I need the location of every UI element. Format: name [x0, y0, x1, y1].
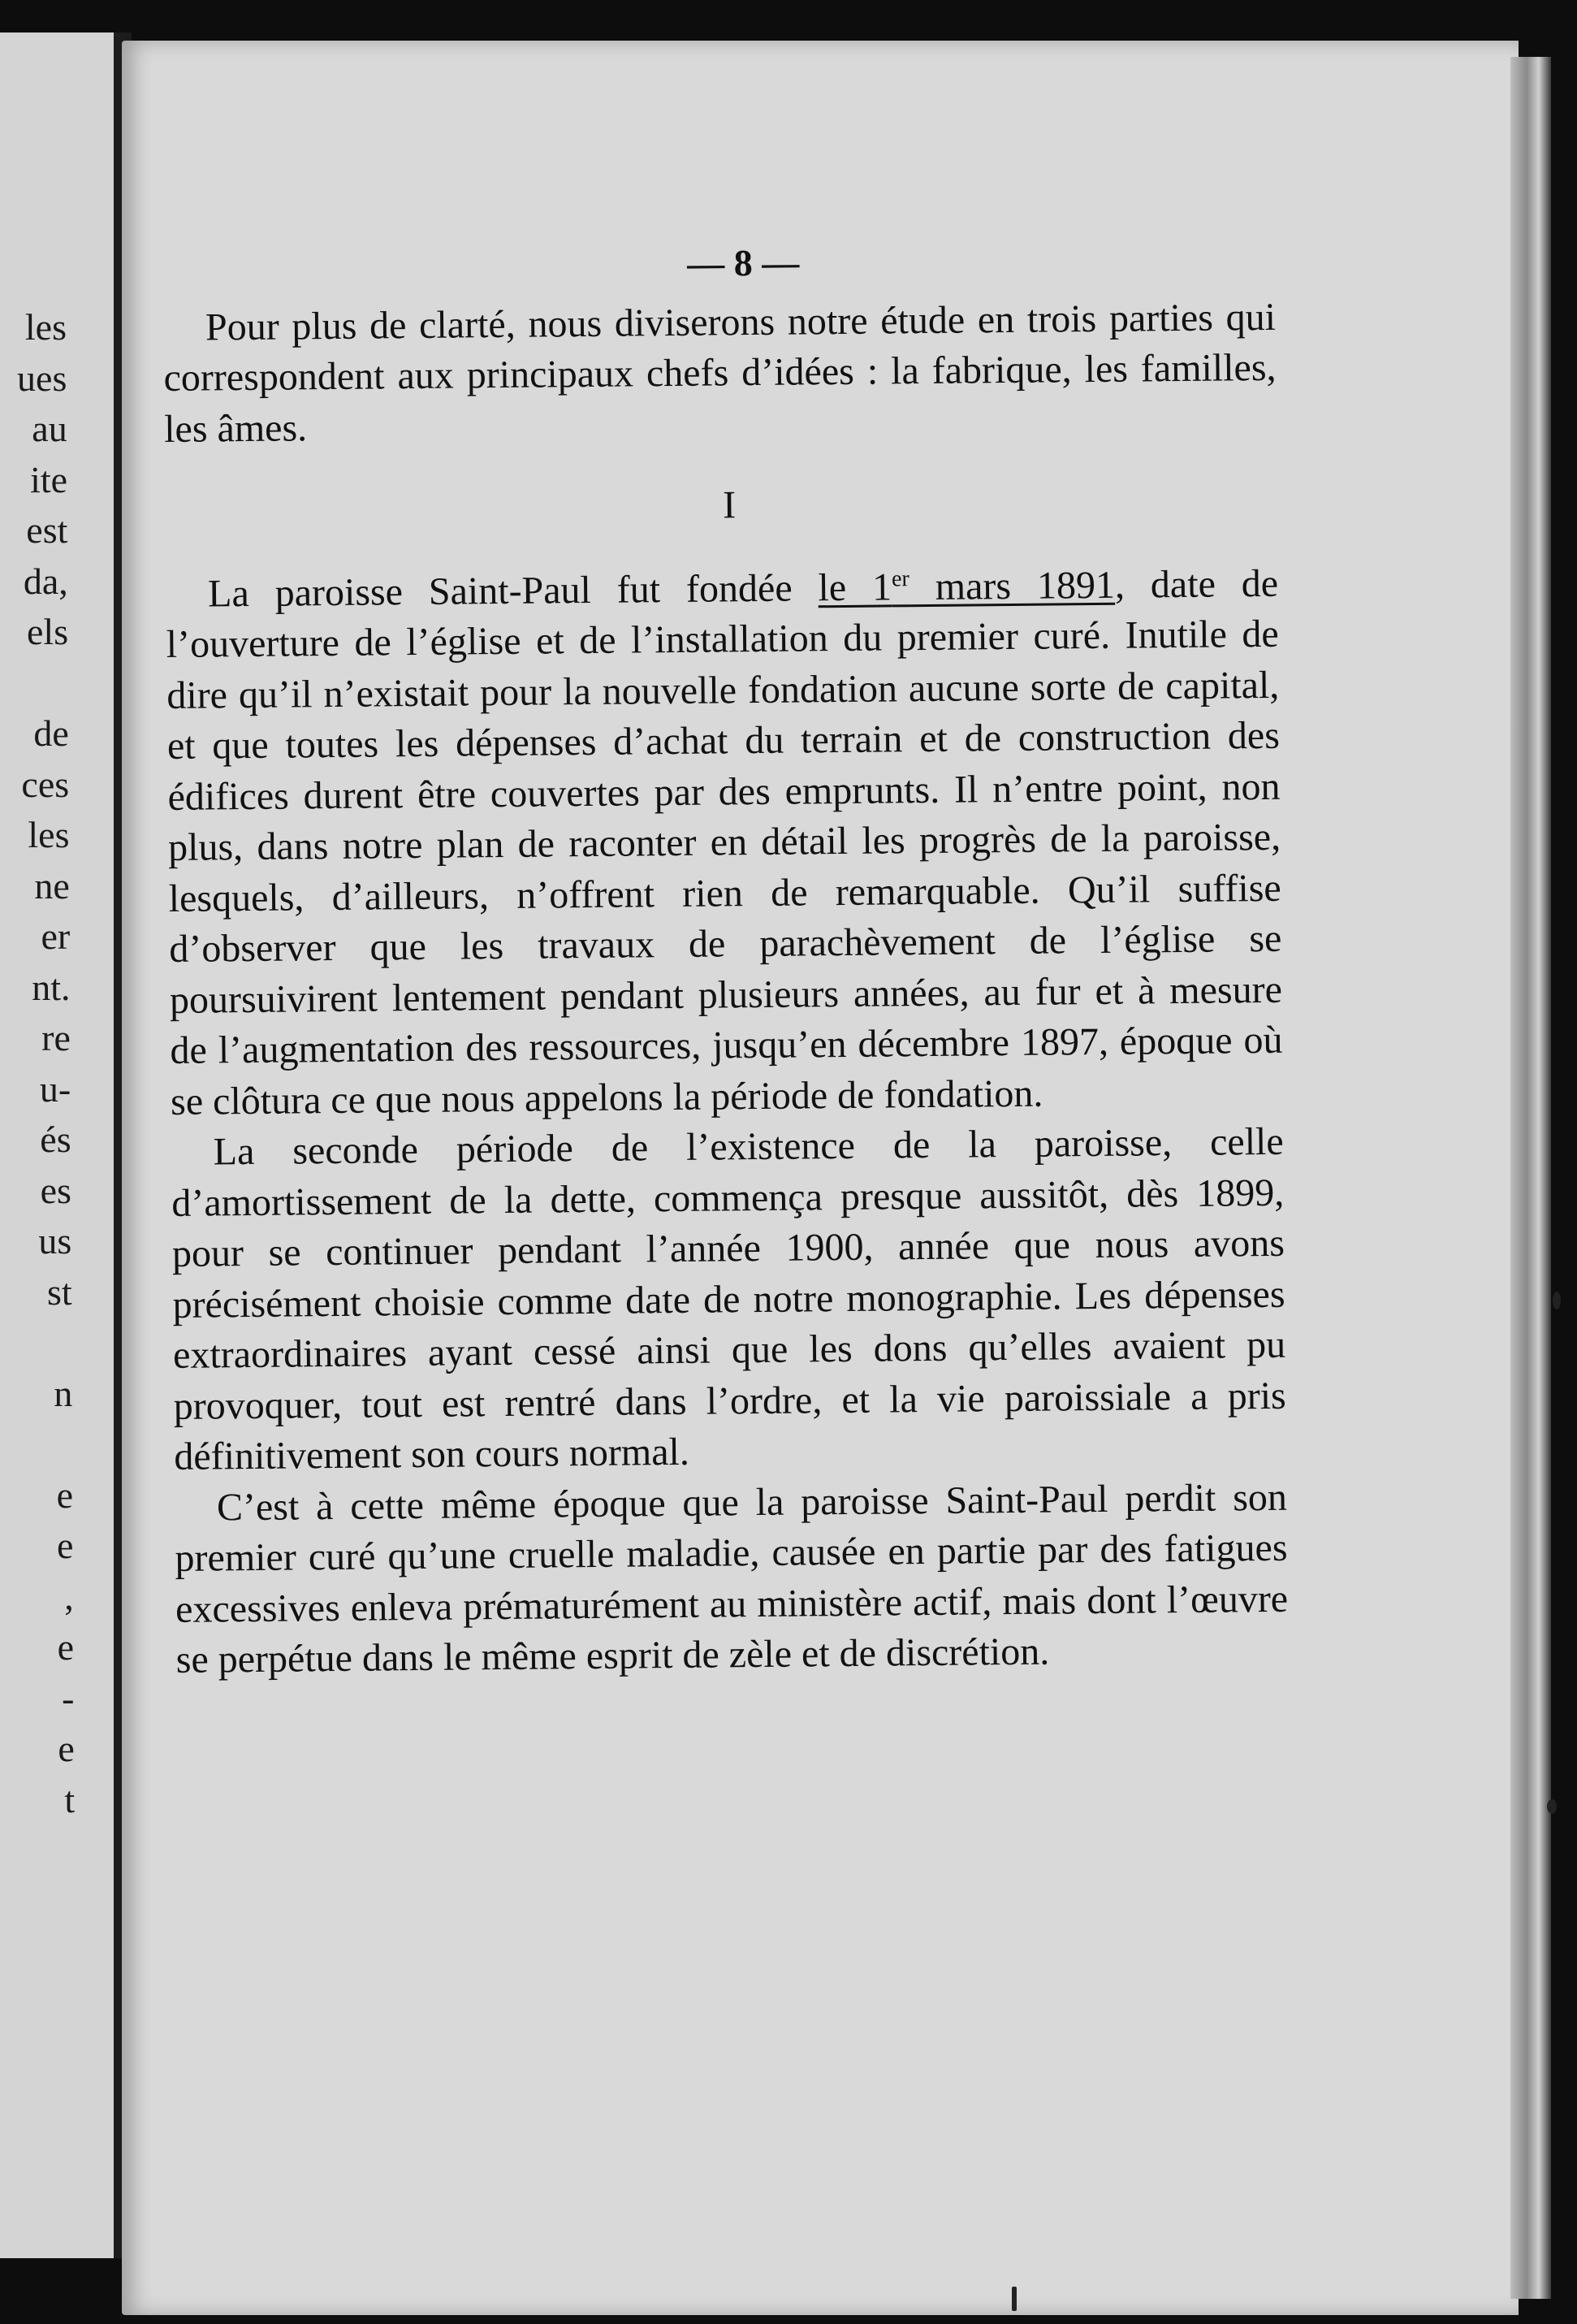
previous-page-line-ending: ,: [64, 1575, 74, 1617]
previous-page-line-ending: ces: [21, 763, 70, 805]
founding-date: [818, 563, 1115, 609]
previous-page-line-ending: les: [28, 814, 70, 855]
page-content: [162, 233, 1289, 1686]
previous-page-line-ending: és: [40, 1119, 71, 1160]
scan-speck: [1553, 1292, 1561, 1309]
previous-page-line-ending: ne: [34, 864, 70, 907]
founding-date-day: le 1: [818, 565, 892, 609]
previous-page-line-ending: t: [64, 1778, 76, 1820]
paragraph-founding-body: , date de l’ouverture de l’église et de l’installation du premier curé. Inutile de dire qu’il n’existait pour la nouvelle fondation aucune sorte de capital, et que toutes les dépenses d’achat du terrain et de construction des édifices durent être couvertes par des emprunts. Il n’entre point, non plus, dans notre plan de raconter en détail les progrès de la paroisse, lesquels, d’ailleurs, n’offrent rien de remarquable. Qu’il suffise d’observer que les travaux de parachèvement de l’église se poursuivirent lentement pendant plusieurs années, au fur et à mesure de l’augmentation des ressources, jusqu’en décembre 1897, époque où se clôtura ce que nous appelons la période de fondation.: [166, 561, 1283, 1123]
previous-page-line-ending: au: [32, 408, 67, 449]
founding-date-ordinal: er: [891, 565, 909, 591]
section-heading: I: [722, 483, 737, 527]
paragraph-amortization: La seconde période de l’existence de la paroisse, celle d’amortissement de la dette, commença presque aussitôt, dès 1899, pour se continuer pendant l’année 1900, année que nous avons précisément choisie comme date de notre monographie. Les dépenses extraordinaires ayant cessé ainsi que les dons qu’elles avaient pu provoquer, tout est rentré dans l’ordre, et la vie paroissiale a pris définitivement son cours normal.: [171, 1119, 1286, 1478]
previous-page-line-ending: e: [56, 1525, 74, 1566]
previous-page-line-ending: e: [56, 1474, 74, 1516]
previous-page-line-ending: de: [33, 712, 69, 754]
scan-speck: [1012, 2287, 1017, 2311]
previous-page-line-ending: les: [24, 306, 67, 348]
paragraph-first-cure: C’est à cette même époque que la paroisse Saint-Paul perdit son premier curé qu’une cruelle maladie, causée en partie par des fatigues excessives enleva prématurément au ministère actif, mais dont l’œuvre se perpétue dans le même esprit de zèle et de discrétion.: [175, 1475, 1289, 1681]
previous-page-line-ending: ite: [30, 458, 68, 500]
previous-page-line-ending: es: [40, 1169, 71, 1211]
previous-page-line-ending: -: [62, 1677, 75, 1719]
previous-page-fragment: [0, 32, 114, 2258]
previous-page-line-ending: n: [54, 1372, 73, 1414]
previous-page-line-ending: re: [41, 1017, 71, 1058]
page-edge: [1510, 57, 1551, 2299]
previous-page-line-ending: st: [46, 1270, 72, 1313]
previous-page-line-ending: er: [41, 915, 71, 957]
founding-date-rest: mars 1891: [909, 563, 1116, 608]
previous-page-line-ending: est: [26, 509, 68, 551]
previous-page-line-ending: e: [57, 1626, 75, 1668]
paragraph-founding: [166, 558, 1284, 1127]
previous-page-line-ending: els: [26, 611, 69, 652]
previous-page-line-ending: nt.: [32, 966, 71, 1008]
previous-page-line-ending: us: [38, 1220, 72, 1262]
page-number: — 8 —: [687, 241, 800, 284]
previous-page-line-ending: u-: [39, 1067, 71, 1110]
previous-page-line-ending: da,: [23, 560, 68, 602]
previous-page-line-ending: e: [58, 1728, 75, 1769]
paragraph-founding-lead: La paroisse Saint-Paul fut fondée: [207, 565, 819, 615]
intro-paragraph: Pour plus de clarté, nous diviserons notre étude en trois parties qui correspondent aux principaux chefs d’idées : la fabrique, les familles, les âmes.: [163, 295, 1277, 451]
previous-page-line-ending: ues: [17, 357, 67, 399]
scan-speck: [1547, 1799, 1557, 1814]
